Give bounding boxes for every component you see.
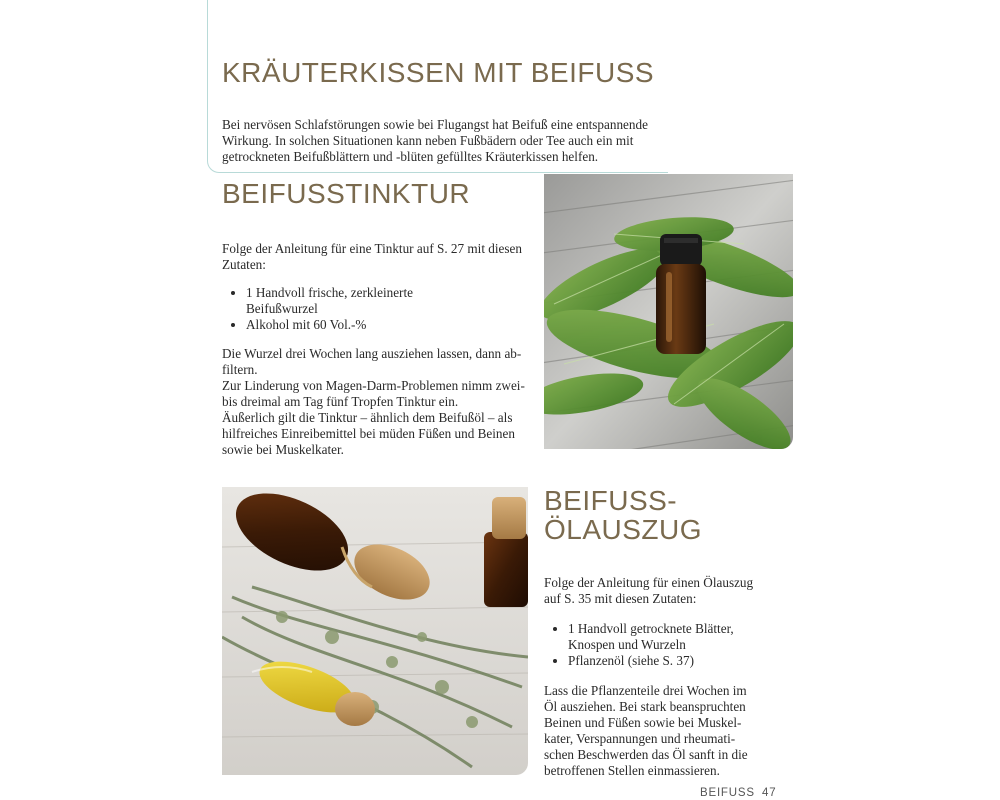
list-item bbox=[246, 317, 546, 333]
list-item-line: 1 Handvoll frische, zerkleinerte bbox=[246, 285, 413, 300]
text-line: auf S. 35 mit diesen Zutaten: bbox=[544, 591, 697, 606]
list-item-line: 1 Handvoll getrocknete Blätter, bbox=[568, 621, 734, 636]
text-line: Bei nervösen Schlafstörungen sowie bei Flugangst hat Beifuß eine entspannende bbox=[222, 117, 648, 132]
text-line: bis dreimal am Tag fünf Tropfen Tinktur ein. bbox=[222, 394, 459, 409]
text-line: Folge der Anleitung für einen Ölauszug bbox=[544, 575, 754, 590]
paragraph-tinktur-body bbox=[222, 346, 542, 458]
list-item-line: Beifußwurzel bbox=[246, 301, 318, 316]
text-line: Zutaten: bbox=[222, 257, 266, 272]
paragraph-kraeuterkissen bbox=[222, 117, 672, 165]
text-line: Lass die Pflanzenteile drei Wochen im bbox=[544, 683, 747, 698]
list-item-line: Alkohol mit 60 Vol.-% bbox=[246, 317, 367, 332]
ingredient-list-oel bbox=[544, 621, 788, 669]
section-title-beifusstinktur: BEIFUSSTINKTUR bbox=[222, 178, 471, 209]
paragraph-tinktur-intro bbox=[222, 241, 542, 273]
list-item bbox=[246, 285, 546, 317]
text-line: Wirkung. In solchen Situationen kann neben Fußbädern oder Tee auch ein mit bbox=[222, 133, 634, 148]
text-line: schen Beschwerden das Öl sanft in die bbox=[544, 747, 748, 762]
photo-oil-bottles bbox=[222, 487, 528, 775]
list-item-line: Pflanzenöl (siehe S. 37) bbox=[568, 653, 694, 668]
photo-tincture-bottle bbox=[544, 174, 793, 449]
footer-page-number: 47 bbox=[762, 787, 777, 799]
footer-chapter-name: BEIFUSS bbox=[700, 787, 755, 799]
section-title-line: BEIFUSS- bbox=[544, 485, 678, 516]
text-line: sowie bei Muskelkater. bbox=[222, 442, 344, 457]
section-title-beifuss-oelauszug bbox=[544, 486, 764, 545]
text-line: getrockneten Beifußblättern und -blüten gefülltes Kräuterkissen helfen. bbox=[222, 149, 599, 164]
text-line: filtern. bbox=[222, 362, 258, 377]
list-item bbox=[568, 653, 788, 669]
text-line: kater, Verspannungen und rheumati- bbox=[544, 731, 736, 746]
text-line: Äußerlich gilt die Tinktur – ähnlich dem Beifußöl – als bbox=[222, 410, 513, 425]
list-item bbox=[568, 621, 788, 653]
text-line: betroffenen Stellen einmassieren. bbox=[544, 763, 720, 778]
paragraph-oel-intro bbox=[544, 575, 764, 607]
text-line: Beinen und Füßen sowie bei Muskel- bbox=[544, 715, 742, 730]
section-title-kraeuterkissen: KRÄUTERKISSEN MIT BEIFUSS bbox=[222, 57, 655, 88]
text-line: Zur Linderung von Magen-Darm-Problemen nimm zwei- bbox=[222, 378, 525, 393]
text-line: hilfreiches Einreibemittel bei müden Füßen und Beinen bbox=[222, 426, 515, 441]
text-line: Folge der Anleitung für eine Tinktur auf S. 27 mit diesen bbox=[222, 241, 522, 256]
text-line: Die Wurzel drei Wochen lang ausziehen lassen, dann ab- bbox=[222, 346, 522, 361]
ingredient-list-tinktur bbox=[222, 285, 546, 333]
list-item-line: Knospen und Wurzeln bbox=[568, 637, 686, 652]
section-title-line: ÖLAUSZUG bbox=[544, 514, 703, 546]
text-line: Öl ausziehen. Bei stark beanspruchten bbox=[544, 699, 746, 714]
paragraph-oel-body bbox=[544, 683, 764, 779]
